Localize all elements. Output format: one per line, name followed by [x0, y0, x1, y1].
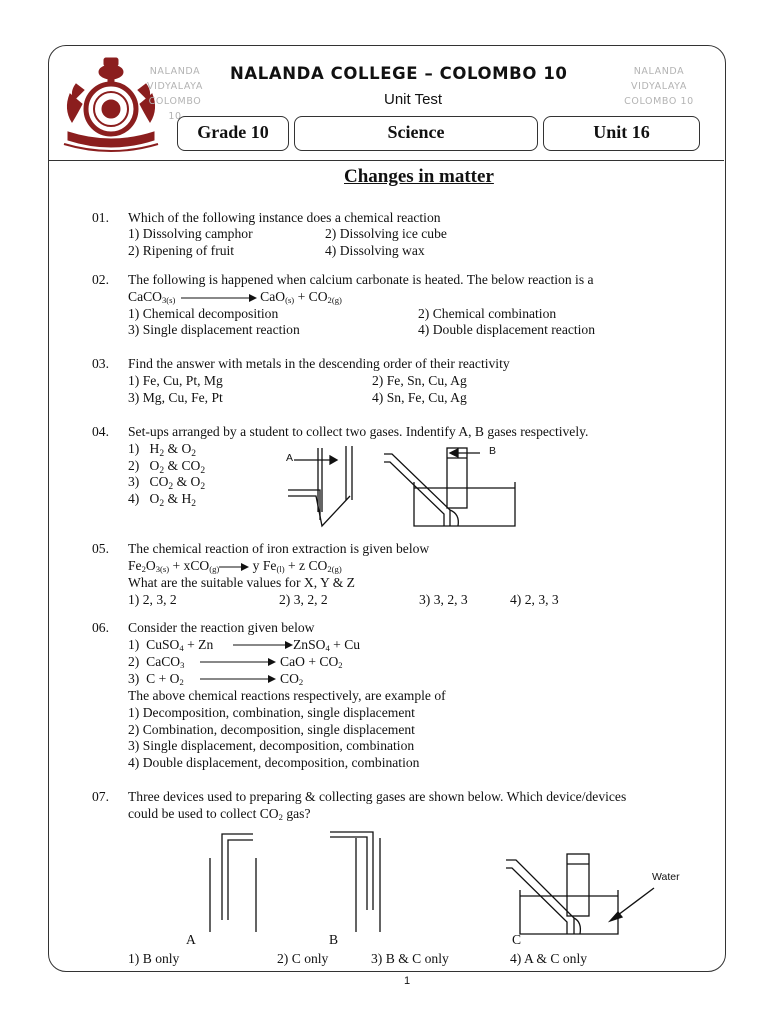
option: 1) B only: [128, 951, 180, 966]
question-text: Find the answer with metals in the descending order of their reactivity: [128, 356, 510, 371]
eq-sub: 2: [278, 812, 283, 822]
unit-box: Unit 16: [543, 116, 700, 151]
eq-part: + Zn: [183, 637, 214, 652]
question-text: [128, 806, 311, 825]
device-label-a: A: [186, 932, 196, 947]
eq-part: & O: [164, 441, 192, 456]
eq-sub: 2: [179, 677, 184, 687]
option: 2) Dissolving ice cube: [325, 226, 447, 241]
eq-part: CO: [149, 474, 169, 489]
eq-part: & CO: [164, 458, 201, 473]
watermark-line: VIDYALAYA: [631, 81, 687, 92]
gas-collection-diagram-ab: [280, 440, 520, 532]
eq-part: O: [145, 558, 156, 573]
eq-sub: (l): [276, 564, 285, 574]
eq-sub: 2(g): [327, 295, 342, 305]
eq-sub: 2: [159, 449, 165, 459]
college-name: NALANDA COLLEGE – COLOMBO 10: [230, 64, 568, 83]
eq-part: CaO + CO: [280, 654, 339, 669]
gas-device-diagrams: [190, 824, 660, 936]
device-label-b: B: [329, 932, 339, 947]
question-text: Set-ups arranged by a student to collect two gases. Indentify A, B gases respectively.: [128, 424, 589, 439]
option-num: 3): [128, 671, 140, 686]
question-text: Consider the reaction given below: [128, 620, 315, 635]
option: 4) Double displacement reaction: [418, 322, 596, 337]
device-label-c: C: [512, 932, 522, 947]
eq-sub: 2: [159, 466, 165, 476]
eq-part: + xCO: [169, 558, 210, 573]
eq-sub: 2: [338, 660, 343, 670]
watermark-right: [617, 64, 701, 109]
subject-box: Science: [294, 116, 538, 151]
eq-part: H: [149, 441, 160, 456]
eq-sub: (s): [285, 295, 295, 305]
option: 2) Fe, Sn, Cu, Ag: [372, 373, 467, 388]
question-subtext: What are the suitable values for X, Y & Z: [128, 575, 355, 590]
eq-part: + z CO: [284, 558, 328, 573]
question-number: 05.: [92, 541, 109, 556]
question-text: The following is happened when calcium carbonate is heated. The below reaction is a: [128, 272, 594, 287]
option-num: 4): [128, 491, 140, 506]
eq-sub: 4: [325, 643, 330, 653]
option: 4) Double displacement, decomposition, combination: [128, 755, 420, 770]
eq-part: CO: [280, 671, 299, 686]
reaction-arrow-icon: [200, 674, 276, 684]
page-number: 1: [404, 975, 411, 987]
question-text: Three devices used to preparing & collecting gases are shown below. Which device/devices: [128, 789, 627, 804]
option: 4) 2, 3, 3: [510, 592, 559, 607]
watermark-line: COLOMBO 10: [148, 96, 202, 122]
option: 2) C only: [277, 951, 329, 966]
option: 3) Single displacement reaction: [128, 322, 300, 337]
diagram-label-b: B: [489, 445, 497, 457]
watermark-line: NALANDA: [633, 66, 685, 77]
watermark-line: COLOMBO 10: [624, 96, 694, 107]
eq-part: O: [149, 458, 160, 473]
watermark-line: NALANDA: [149, 66, 201, 77]
watermark-left: [145, 64, 205, 124]
option: 2) Combination, decomposition, single displacement: [128, 722, 415, 737]
option-num: 2): [128, 458, 140, 473]
option: 2) 3, 2, 2: [279, 592, 328, 607]
option: 1) Decomposition, combination, single displacement: [128, 705, 415, 720]
question-number: 07.: [92, 789, 109, 804]
eq-sub: 2: [168, 482, 174, 492]
eq-sub: 3: [180, 660, 185, 670]
header-divider: [49, 160, 724, 161]
eq-sub: 2: [191, 449, 197, 459]
question-number: 02.: [92, 272, 109, 287]
eq-sub: 2(g): [327, 564, 342, 574]
watermark-line: VIDYALAYA: [147, 81, 203, 92]
eq-sub: 2: [200, 482, 206, 492]
option-num: 1): [128, 441, 140, 456]
eq-part: CaO: [260, 289, 286, 304]
eq-part: could be used to collect CO: [128, 806, 279, 821]
eq-part: C + O: [146, 671, 180, 686]
page-title: Changes in matter: [344, 166, 494, 187]
eq-part: & H: [164, 491, 192, 506]
option: 2) Chemical combination: [418, 306, 557, 321]
exam-type: Unit Test: [384, 91, 443, 108]
option: 1) 2, 3, 2: [128, 592, 177, 607]
eq-part: & O: [173, 474, 201, 489]
eq-part: y Fe: [249, 558, 277, 573]
grade-box: Grade 10: [177, 116, 289, 151]
eq-part: Fe: [128, 558, 142, 573]
option-num: 1): [128, 637, 140, 652]
eq-part: gas?: [282, 806, 311, 821]
eq-sub: 2: [298, 677, 304, 687]
question-number: 01.: [92, 210, 109, 225]
option: 3) Mg, Cu, Fe, Pt: [128, 390, 223, 405]
eq-part: CaCO: [128, 289, 162, 304]
option: 3) B & C only: [371, 951, 449, 966]
reaction-arrow-icon: [219, 562, 249, 572]
eq-sub: 3(s): [155, 564, 170, 574]
reaction-arrow-icon: [200, 657, 276, 667]
water-label: Water: [652, 871, 680, 883]
eq-part: O: [149, 491, 160, 506]
option: 1) Fe, Cu, Pt, Mg: [128, 373, 223, 388]
question-number: 04.: [92, 424, 109, 439]
eq-part: + CO: [294, 289, 328, 304]
question-text: The chemical reaction of iron extraction is given below: [128, 541, 430, 556]
eq-sub: 2: [191, 499, 197, 509]
eq-sub: 2: [159, 499, 165, 509]
question-number: 03.: [92, 356, 109, 371]
question-number: 06.: [92, 620, 109, 635]
question-text: Which of the following instance does a chemical reaction: [128, 210, 441, 225]
eq-sub: 2: [141, 564, 146, 574]
option: 3) 3, 2, 3: [419, 592, 468, 607]
option: 2) Ripening of fruit: [128, 243, 235, 258]
diagram-label-a: A: [286, 452, 294, 464]
option-num: 2): [128, 654, 140, 669]
eq-sub: 4: [179, 643, 184, 653]
option-num: 3): [128, 474, 140, 489]
reaction-arrow-icon: [233, 640, 293, 650]
eq-part: CaCO: [146, 654, 181, 669]
option: 1) Dissolving camphor: [128, 226, 253, 241]
option: [128, 491, 196, 512]
eq-sub: (g): [209, 564, 220, 574]
reaction-arrow-icon: [179, 293, 257, 303]
option: 4) A & C only: [510, 951, 588, 966]
question-subtext: The above chemical reactions respectively, are example of: [128, 688, 446, 703]
eq-part: CuSO: [146, 637, 180, 652]
option: 3) Single displacement, decomposition, combination: [128, 738, 415, 753]
eq-part: + Cu: [329, 637, 361, 652]
option: 1) Chemical decomposition: [128, 306, 279, 321]
eq-sub: 3(s): [161, 295, 176, 305]
option: 4) Sn, Fe, Cu, Ag: [372, 390, 467, 405]
option: 4) Dissolving wax: [325, 243, 425, 258]
eq-part: ZnSO: [293, 637, 326, 652]
eq-sub: 2: [200, 466, 206, 476]
